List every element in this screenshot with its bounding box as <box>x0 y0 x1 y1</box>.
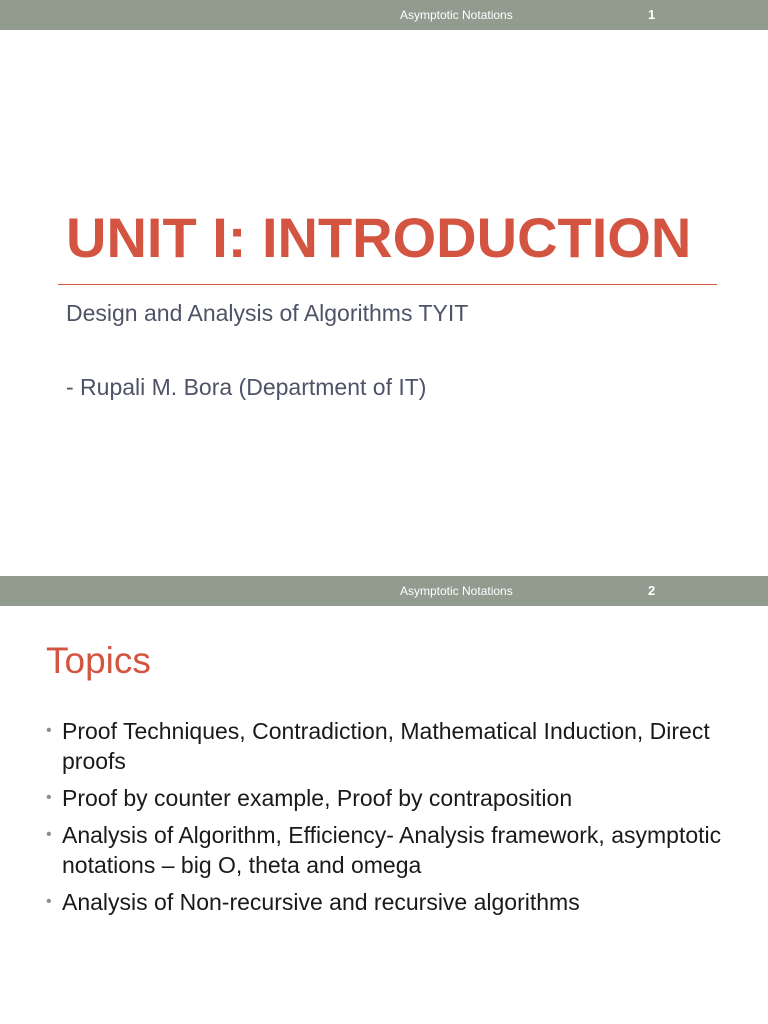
author-line: - Rupali M. Bora (Department of IT) <box>66 374 427 400</box>
bullet-icon: • <box>46 826 52 843</box>
course-subtitle: Design and Analysis of Algorithms TYIT <box>66 300 469 326</box>
list-item <box>46 820 746 880</box>
slide-number: 1 <box>648 7 656 22</box>
title-divider <box>58 284 717 285</box>
slide-header-bar <box>0 0 768 30</box>
list-item-text: Analysis of Algorithm, Efficiency- Analysis framework, asymptotic notations – big O, theta and omega <box>62 822 722 878</box>
bullet-icon: • <box>46 893 52 910</box>
list-item <box>46 783 746 813</box>
header-title: Asymptotic Notations <box>400 8 513 22</box>
list-item <box>46 716 746 776</box>
slide-title: UNIT I: INTRODUCTION <box>66 206 692 269</box>
list-item-text: Analysis of Non-recursive and recursive algorithms <box>62 889 580 915</box>
slide-header-bar <box>0 576 768 606</box>
slide-2 <box>0 576 768 1024</box>
header-title: Asymptotic Notations <box>400 584 513 598</box>
list-item <box>46 887 746 917</box>
bullet-icon: • <box>46 789 52 806</box>
bullet-icon: • <box>46 722 52 739</box>
list-item-text: Proof by counter example, Proof by contraposition <box>62 785 573 811</box>
topics-list <box>46 716 746 924</box>
topics-heading: Topics <box>46 640 151 681</box>
slide-number: 2 <box>648 583 656 598</box>
list-item-text: Proof Techniques, Contradiction, Mathematical Induction, Direct proofs <box>62 718 710 774</box>
